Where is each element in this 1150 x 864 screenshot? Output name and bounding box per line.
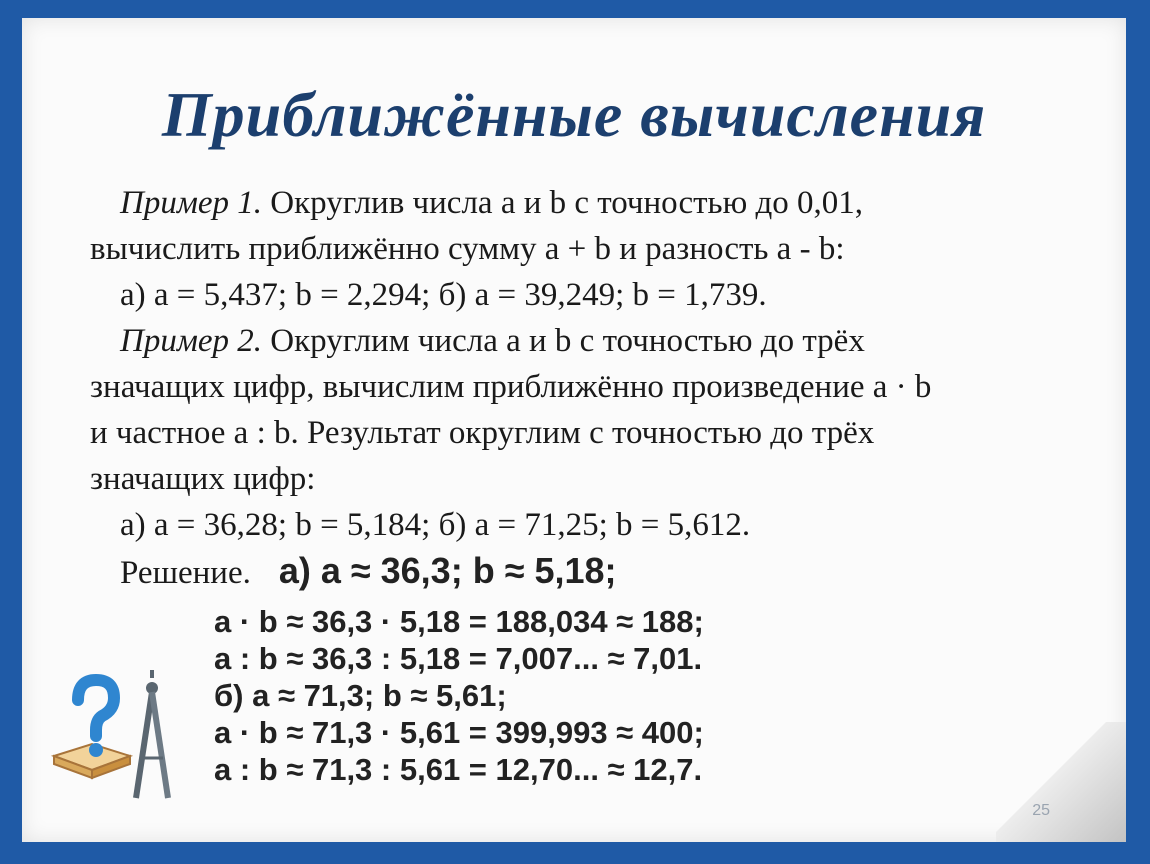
page-curl: [996, 722, 1126, 842]
example1-line1: [90, 180, 1070, 226]
calc-line: a · b ≈ 36,3 · 5,18 = 188,034 ≈ 188;: [214, 604, 704, 639]
example2-text: Округлим числа a и b с точностью до трёх: [262, 323, 865, 359]
calc-line: a : b ≈ 71,3 : 5,61 = 12,70... ≈ 12,7.: [214, 752, 703, 787]
compass-icon: [136, 670, 168, 798]
solution-line: [90, 548, 1070, 596]
calc-line: a : b ≈ 36,3 : 5,18 = 7,007... ≈ 7,01.: [214, 641, 703, 676]
calc-line: б) a ≈ 71,3; b ≈ 5,61;: [214, 678, 507, 713]
decor-icons: [44, 658, 184, 808]
question-book-icon: [54, 680, 130, 778]
example2-line2: значащих цифр, вычислим приближённо произведение a · b: [90, 369, 932, 405]
example1-line2: вычислить приближённо сумму a + b и разность a - b:: [90, 231, 845, 267]
example2-label: Пример 2.: [120, 323, 263, 359]
solution-inline: а) a ≈ 36,3; b ≈ 5,18;: [278, 550, 617, 591]
example1-text: Округлив числа a и b с точностью до 0,01,: [262, 185, 864, 221]
calc-line: a · b ≈ 71,3 · 5,61 = 399,993 ≈ 400;: [214, 715, 704, 750]
example1-label: Пример 1.: [120, 185, 263, 221]
example2-values: а) a = 36,28; b = 5,184; б) a = 71,25; b = 5,612.: [120, 507, 751, 543]
solution-label: Решение.: [120, 555, 251, 591]
page-number: 25: [1032, 802, 1050, 819]
example1-values: а) a = 5,437; b = 2,294; б) a = 39,249; b = 1,739.: [120, 277, 767, 313]
example2-line4: значащих цифр:: [90, 461, 316, 497]
solution-calculations: [214, 603, 704, 788]
slide-body: [90, 180, 1070, 596]
slide-title: Приближённые вычисления: [161, 79, 987, 150]
example2-line3: и частное a : b. Результат округлим с точностью до трёх: [90, 415, 875, 451]
slide: [22, 18, 1126, 842]
example2-line1: [90, 318, 1070, 364]
